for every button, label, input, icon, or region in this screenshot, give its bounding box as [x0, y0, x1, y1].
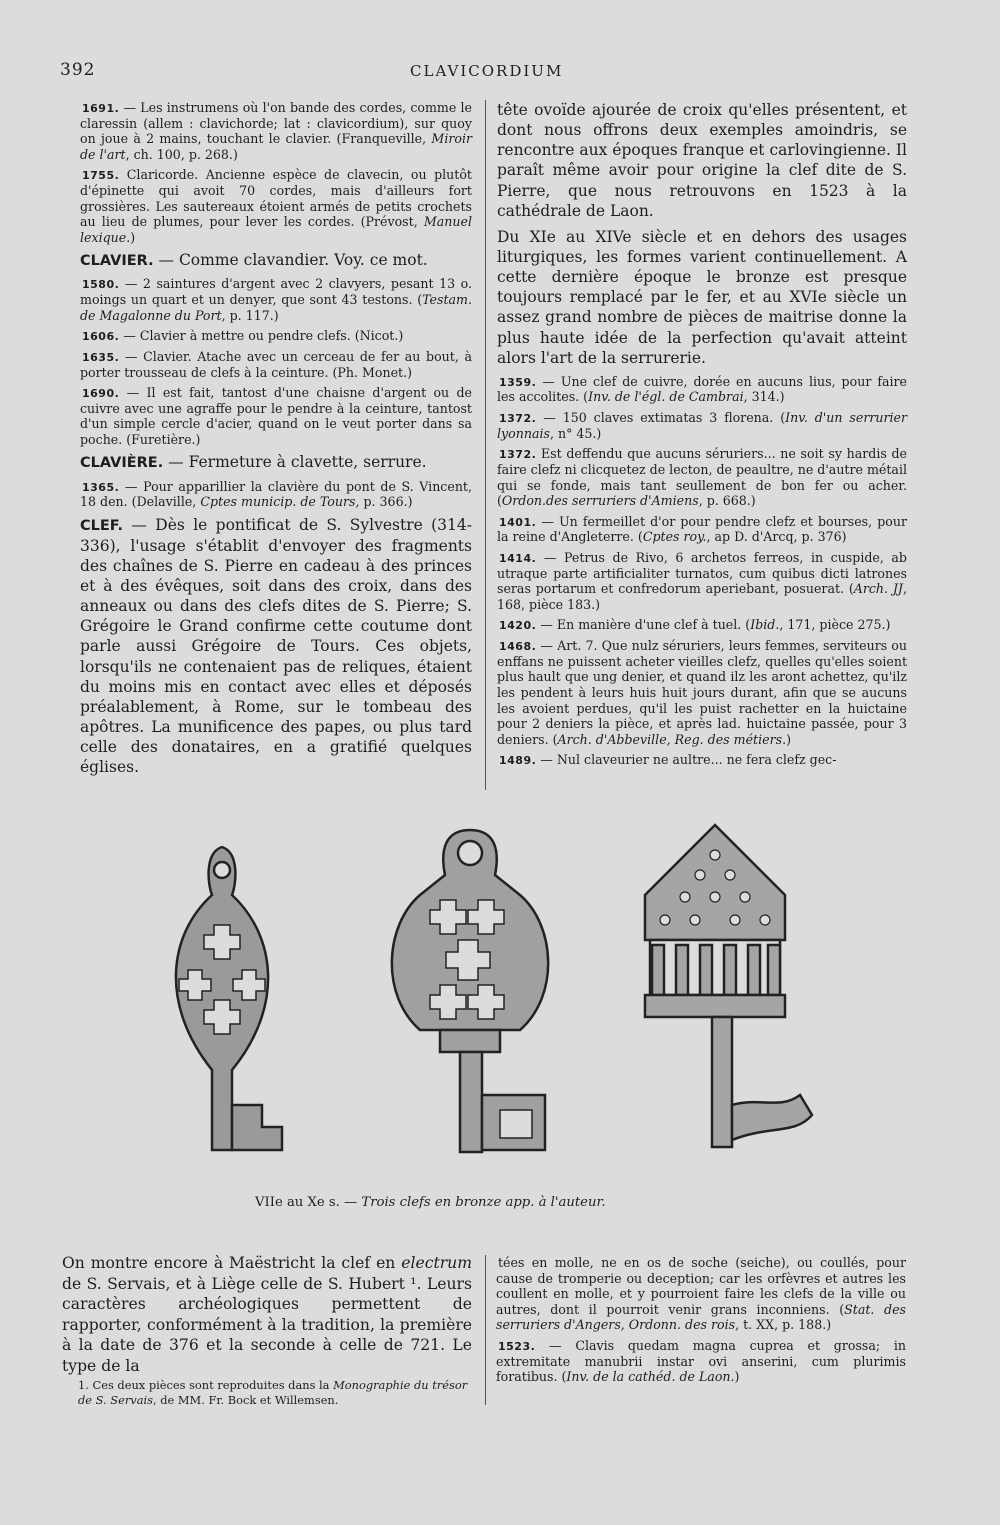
headword-claviere: CLAVIÈRE. — Fermeture à clavette, serrure.	[80, 452, 427, 471]
left-column-bottom: On montre encore à Maëstricht la clef en electrum de S. Servais, et à Liège celle de S. Hubert ¹. Leurs caractères archéologiques permettent de rapporter, conformément à la tradition, la première à la date de 376 et la seconde à celle de 721. Le type de la	[62, 1254, 472, 1375]
column-divider-bottom	[485, 1255, 486, 1405]
entry-1690: 1690. — Il est fait, tantost d'une chaisne d'argent ou de cuivre avec une agraffe pour le pendre à la ceinture, tantost d'un simple cercle d'acier, quand on le veut porter dans sa poche. (Furetière.)	[80, 385, 472, 448]
paragraph-du-xie: Du XIe au XIVe siècle et en dehors des usages liturgiques, les formes varient continuellement. A cette dernière époque le bronze est presque toujours remplacé par le fer, et au XVIe siècle un assez grand nombre de pièces de maitrise donne la plus haute idée de la perfection qu'avait atteint alors l'art de la serrurerie.	[497, 227, 907, 367]
paragraph-tete-ovoide: tête ovoïde ajourée de croix qu'elles présentent, et dont nous offrons deux exemples amoindris, se rencontre aux époques franque et carlovingienne. Il paraît même avoir pour origine la clef dite de S. Pierre, que nous retrouvons en 1523 à la cathédrale de Laon.	[497, 101, 907, 220]
article-clef: CLEF. — Dès le pontificat de S. Sylvestre (314-336), l'usage s'établit d'envoyer des fragments des chaînes de S. Pierre en cadeau à des princes et à des évêques, soit dans des croix, dans des anneaux ou dans des clefs dites de S. Pierre; S. Grégoire le Grand confirme cette coutume dont parle aussi Grégoire de Tours. Ces objets, lorsqu'ils ne contenaient pas de reliques, étaient du moins mis en contact avec elles et déposés préalablement, à Rome, sur le tombeau des apôtres. La munificence des papes, ou plus tard celle des donataires, en a gratifié quelques églises.	[80, 515, 472, 777]
entry-1489: 1489. — Nul claveurier ne aultre... ne fera clefz gec-	[499, 752, 837, 768]
entry-1372b: 1372. Est deffendu que aucuns séruriers... ne soit sy hardis de faire clefz ni clicquetez de lecton, de peaultre, ne d'autre métail qui se fonde, mais tant seullement de bon fer ou acher. (Ordon.des serruriers d'Amiens, p. 668.)	[497, 446, 907, 509]
entry-1372a: 1372. — 150 claves extimatas 3 florena. (Inv. d'un serrurier lyonnais, n° 45.)	[497, 410, 907, 441]
page-number: 392	[60, 60, 96, 80]
entry-1523: 1523. — Clavis quedam magna cuprea et grossa; in extremitate manubrii instar ovi anserini, cum plurimis foratibus. (Inv. de la cathéd. de Laon.)	[496, 1338, 906, 1385]
key-right-icon	[645, 825, 812, 1147]
entry-1691: 1691. — Les instrumens où l'on bande des cordes, comme le claressin (allem : clavichorde; lat : clavicordium), sur quoy on joue à 2 mains, touchant le clavier. (Franqueville, Miroir de l'art, ch. 100, p. 268.)	[80, 100, 472, 162]
entry-1468: 1468. — Art. 7. Que nulz séruriers, leurs femmes, serviteurs ou enffans ne puissent acheter vieilles clefz, quelles qu'elles soient plus hault que ung denier, et quand ilz les aront achettez, qu'ilz les pendent à leurs huis huit jours durant, afin que se aucuns les avoient perdues, qu'il les puist rachetter en la huictaine pour 2 deniers la pièce, et après lad. huictaine passée, pour 3 deniers. (Arch. d'Abbeville, Reg. des métiers.)	[497, 638, 907, 747]
entry-1365: 1365. — Pour apparillier la clavière du pont de S. Vincent, 18 den. (Delaville, Cptes municip. de Tours, p. 366.)	[80, 478, 472, 510]
running-title: CLAVICORDIUM	[410, 62, 564, 80]
entry-1755: 1755. Claricorde. Ancienne espèce de clavecin, ou plutôt d'épinette qui avoit 70 cordes, mais d'ailleurs fort grossières. Les sautereaux étoient armés de petits crochets au lieu de plumes, pour lever les cordes. (Prévost, Manuel lexique.)	[80, 167, 472, 245]
entry-1635: 1635. — Clavier. Atache avec un cerceau de fer au bout, à porter trousseau de clefs à la ceinture. (Ph. Monet.)	[80, 348, 472, 380]
key-left-icon	[176, 847, 282, 1150]
three-keys-illustration	[0, 805, 1000, 1205]
right-column-top	[497, 100, 907, 773]
right-column-bottom	[496, 1255, 906, 1390]
entry-1414: 1414. — Petrus de Rivo, 6 archetos ferreos, in cuspide, ab utraque parte artificialiter turnatos, cum quibus dicti latrones seras portarum et confredorum aperiebant, posuerat. (Arch. JJ, 168, pièce 183.)	[497, 549, 907, 612]
entry-1359: 1359. — Une clef de cuivre, dorée en aucuns lius, pour faire les accolites. (Inv. de l'égl. de Cambrai, 314.)	[497, 373, 907, 405]
column-divider-top	[485, 100, 486, 790]
figure-caption: VIIe au Xe s. — Trois clefs en bronze app. à l'auteur.	[255, 1195, 606, 1210]
left-column-top	[80, 100, 472, 783]
key-middle-icon	[392, 830, 548, 1152]
entry-1401: 1401. — Un fermeillet d'or pour pendre clefz et bourses, pour la reine d'Angleterre. (Cptes roy., ap D. d'Arcq, p. 376)	[497, 513, 907, 545]
headword-clavier: CLAVIER. — Comme clavandier. Voy. ce mot.	[80, 250, 428, 269]
entry-1420: 1420. — En manière d'une clef à tuel. (Ibid., 171, pièce 275.)	[499, 617, 891, 633]
footnote: 1. Ces deux pièces sont reproduites dans la Monographie du trésor de S. Servais, de MM. Fr. Bock et Willemsen.	[78, 1378, 468, 1407]
continuation-angers: tées en molle, ne en os de soche (seiche), ou coullés, pour cause de tromperie ou deception; car les orfèvres et autres les coullent en molle, et y pourroient faire les clefs de la ville ou autres, dont il pourroit venir grans inconniens. (Stat. des serruriers d'Angers, Ordonn. des rois, t. XX, p. 188.)	[496, 1255, 906, 1333]
entry-1606: 1606. — Clavier à mettre ou pendre clefs. (Nicot.)	[82, 328, 404, 344]
entry-1580: 1580. — 2 saintures d'argent avec 2 clavyers, pesant 13 o. moings un quart et un denyer, que sont 43 testons. (Testam. de Magalonne du Port, p. 117.)	[80, 276, 472, 323]
